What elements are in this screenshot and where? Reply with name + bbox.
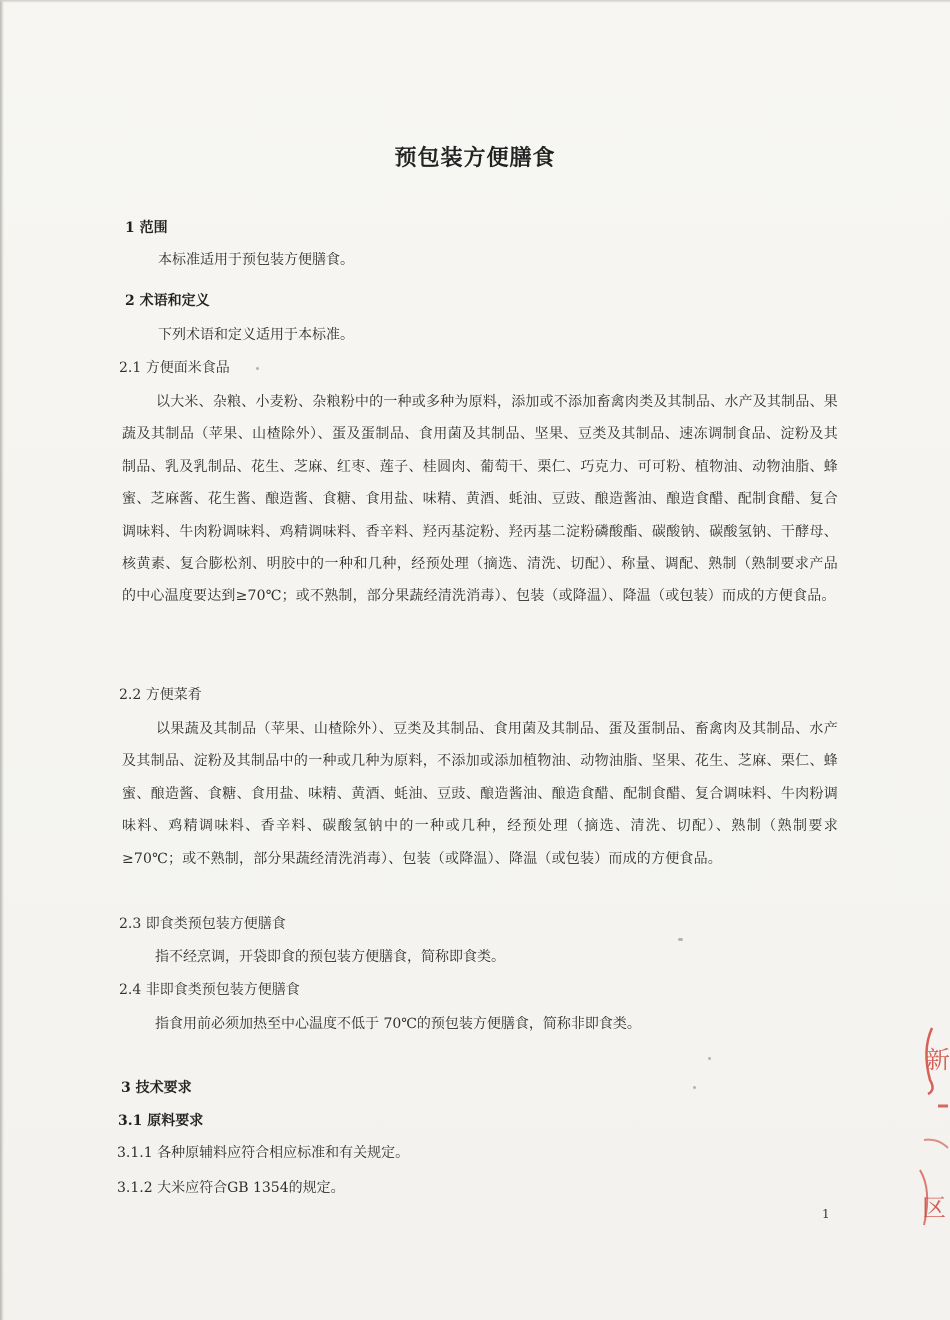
scan-speck bbox=[256, 367, 259, 370]
scan-edge-left bbox=[0, 0, 4, 1320]
section-3-1-heading: 3.1 原料要求 bbox=[118, 1113, 204, 1129]
section-3-1-2-item: 3.1.2 大米应符合GB 1354的规定。 bbox=[117, 1180, 345, 1196]
section-1-heading: 1 范围 bbox=[125, 220, 168, 236]
section-2-1-body: 以大米、杂粮、小麦粉、杂粮粉中的一种或多种为原料，添加或不添加畜禽肉类及其制品、水产及其制品、果蔬及其制品（苹果、山楂除外）、蛋及蛋制品、食用菌及其制品、坚果、豆类及其制品、速冻调制食品、淀粉及其制品、乳及乳制品、花生、芝麻、红枣、莲子、桂圆肉、葡萄干、栗仁、巧克力、可可粉、植物油、动物油脂、蜂蜜、芝麻酱、花生酱、酿造酱、食糖、食用盐、味精、黄酒、蚝油、豆豉、酿造酱油、酿造食醋、配制食醋、复合调味料、牛肉粉调味料、鸡精调味料、香辛料、羟丙基淀粉、羟丙基二淀粉磷酸酯、碳酸钠、碳酸氢钠、干酵母、核黄素、复合膨松剂、明胶中的一种和几种，经预处理（摘选、清洗、切配）、称量、调配、熟制（熟制要求产品的中心温度要达到≥70℃；或不熟制，部分果蔬经清洗消毒）、包装（或降温）、降温（或包装）而成的方便食品。 bbox=[122, 394, 838, 605]
section-3-heading: 3 技术要求 bbox=[121, 1080, 192, 1096]
section-1-body: 本标准适用于预包装方便膳食。 bbox=[158, 252, 354, 268]
section-2-2-body: 以果蔬及其制品（苹果、山楂除外）、豆类及其制品、食用菌及其制品、蛋及蛋制品、畜禽肉及其制品、水产及其制品、淀粉及其制品中的一种或几种为原料，不添加或添加植物油、动物油脂、坚果、花生、芝麻、栗仁、蜂蜜、酿造酱、食糖、食用盐、味精、黄酒、蚝油、豆豉、酿造酱油、酿造食醋、配制食醋、复合调味料、牛肉粉调味料、鸡精调味料、香辛料、碳酸氢钠中的一种或几种，经预处理（摘选、清洗、切配）、熟制（熟制要求≥70℃；或不熟制，部分果蔬经清洗消毒）、包装（或降温）、降温（或包装）而成的方便食品。 bbox=[122, 721, 838, 867]
scan-edge-top bbox=[0, 0, 950, 3]
document-title: 预包装方便膳食 bbox=[394, 145, 556, 171]
section-3-1-1-item: 3.1.1 各种原辅料应符合相应标准和有关规定。 bbox=[117, 1145, 410, 1161]
section-2-heading: 2 术语和定义 bbox=[125, 293, 210, 309]
svg-text:区: 区 bbox=[922, 1194, 946, 1222]
section-2-2-heading: 2.2 方便菜肴 bbox=[119, 687, 202, 703]
section-2-body: 下列术语和定义适用于本标准。 bbox=[158, 327, 354, 343]
svg-text:新: 新 bbox=[926, 1046, 950, 1074]
scan-speck bbox=[708, 1057, 711, 1060]
section-2-4-body: 指食用前必须加热至中心温度不低于 70℃的预包装方便膳食，简称非即食类。 bbox=[155, 1016, 641, 1032]
official-stamp-fragment bbox=[918, 1020, 950, 1230]
section-2-1-heading: 2.1 方便面米食品 bbox=[119, 360, 230, 376]
page-number: 1 bbox=[822, 1207, 830, 1221]
section-2-4-heading: 2.4 非即食类预包装方便膳食 bbox=[119, 982, 300, 998]
section-2-3-heading: 2.3 即食类预包装方便膳食 bbox=[119, 916, 286, 932]
scan-speck bbox=[693, 1086, 696, 1089]
section-2-3-body: 指不经烹调，开袋即食的预包装方便膳食，简称即食类。 bbox=[155, 949, 505, 965]
scan-speck bbox=[678, 938, 683, 941]
